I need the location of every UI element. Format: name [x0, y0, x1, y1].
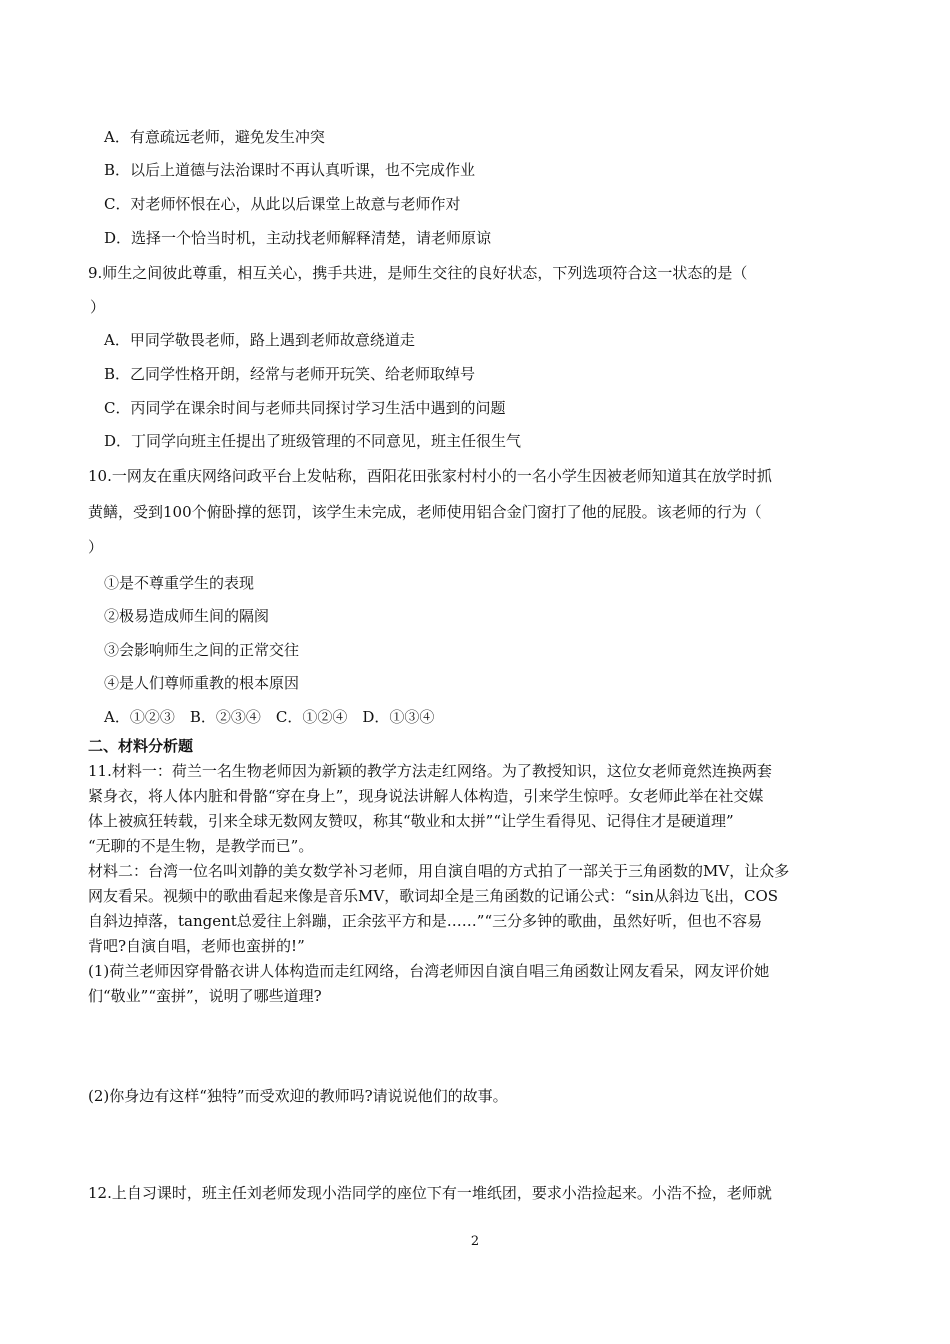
- q11-question1-line-2: 们“敬业”“蛮拼”，说明了哪些道理?: [88, 987, 322, 1005]
- q8-option-a: A．有意疏远老师，避免发生冲突: [104, 128, 325, 146]
- q10-statement-3: ③会影响师生之间的正常交往: [104, 641, 300, 659]
- q9-option-b: B．乙同学性格开朗，经常与老师开玩笑、给老师取绰号: [104, 365, 476, 383]
- q8-option-b: B．以后上道德与法治课时不再认真听课，也不完成作业: [104, 161, 476, 179]
- q10-stem-paren: ）: [88, 538, 104, 556]
- q9-option-a: A．甲同学敬畏老师，路上遇到老师故意绕道走: [104, 331, 415, 349]
- q10-stem-line-2: 黄鳝，受到100个俯卧撑的惩罚，该学生未完成，老师使用铝合金门窗打了他的屁股。该老师的行为（: [88, 503, 762, 521]
- q9-stem: 9.师生之间彼此尊重，相互关心，携手共进，是师生交往的良好状态，下列选项符合这一状态的是（: [88, 264, 748, 282]
- section-heading: 二、材料分析题: [88, 737, 194, 755]
- page-number: 2: [470, 1234, 480, 1249]
- q11-material2-line-4: 背吧?自演自唱，老师也蛮拼的!”: [88, 937, 305, 955]
- q8-option-d: D．选择一个恰当时机，主动找老师解释清楚，请老师原谅: [104, 229, 492, 247]
- q11-question1-line-1: (1)荷兰老师因穿骨骼衣讲人体构造而走红网络，台湾老师因自演自唱三角函数让网友看呆，网友评价她: [88, 962, 770, 980]
- q8-option-c: C．对老师怀恨在心，从此以后课堂上故意与老师作对: [104, 195, 461, 213]
- q9-stem-paren: ）: [90, 298, 106, 316]
- q10-statement-4: ④是人们尊师重教的根本原因: [104, 674, 300, 692]
- q11-question2: (2)你身边有这样“独特”而受欢迎的教师吗?请说说他们的故事。: [88, 1087, 508, 1105]
- q10-choices: A．①②③ B．②③④ C．①②④ D．①③④: [104, 708, 435, 726]
- q11-material2-line-1: 材料二：台湾一位名叫刘静的美女数学补习老师，用自演自唱的方式拍了一部关于三角函数的MV，让众多: [88, 862, 790, 880]
- q11-material1-line-4: “无聊的不是生物，是教学而已”。: [88, 837, 314, 855]
- q10-statement-2: ②极易造成师生间的隔阂: [104, 607, 270, 625]
- q10-stem-line-1: 10.一网友在重庆网络问政平台上发帖称，酉阳花田张家村村小的一名小学生因被老师知道其在放学时抓: [88, 467, 772, 485]
- q9-option-d: D．丁同学向班主任提出了班级管理的不同意见，班主任很生气: [104, 432, 522, 450]
- q11-material1-line-1: 11.材料一：荷兰一名生物老师因为新颖的教学方法走红网络。为了教授知识，这位女老师竟然连换两套: [88, 762, 772, 780]
- q11-material1-line-2: 紧身衣，将人体内脏和骨骼“穿在身上”，现身说法讲解人体构造，引来学生惊呼。女老师此举在社交媒: [88, 787, 764, 805]
- q10-statement-1: ①是不尊重学生的表现: [104, 574, 255, 592]
- q11-material2-line-3: 自斜边掉落，tangent总爱往上斜蹦，正余弦平方和是……”“三分多钟的歌曲，虽然好听，但也不容易: [88, 912, 763, 930]
- q12-stem-line-1: 12.上自习课时，班主任刘老师发现小浩同学的座位下有一堆纸团，要求小浩捡起来。小浩不捡，老师就: [88, 1184, 772, 1202]
- q11-material2-line-2: 网友看呆。视频中的歌曲看起来像是音乐MV，歌词却全是三角函数的记诵公式：“sin从斜边飞出，COS: [88, 887, 779, 905]
- q11-material1-line-3: 体上被疯狂转载，引来全球无数网友赞叹，称其“敬业和太拼”“让学生看得见、记得住才是硬道理”: [88, 812, 734, 830]
- q9-option-c: C．丙同学在课余时间与老师共同探讨学习生活中遇到的问题: [104, 399, 506, 417]
